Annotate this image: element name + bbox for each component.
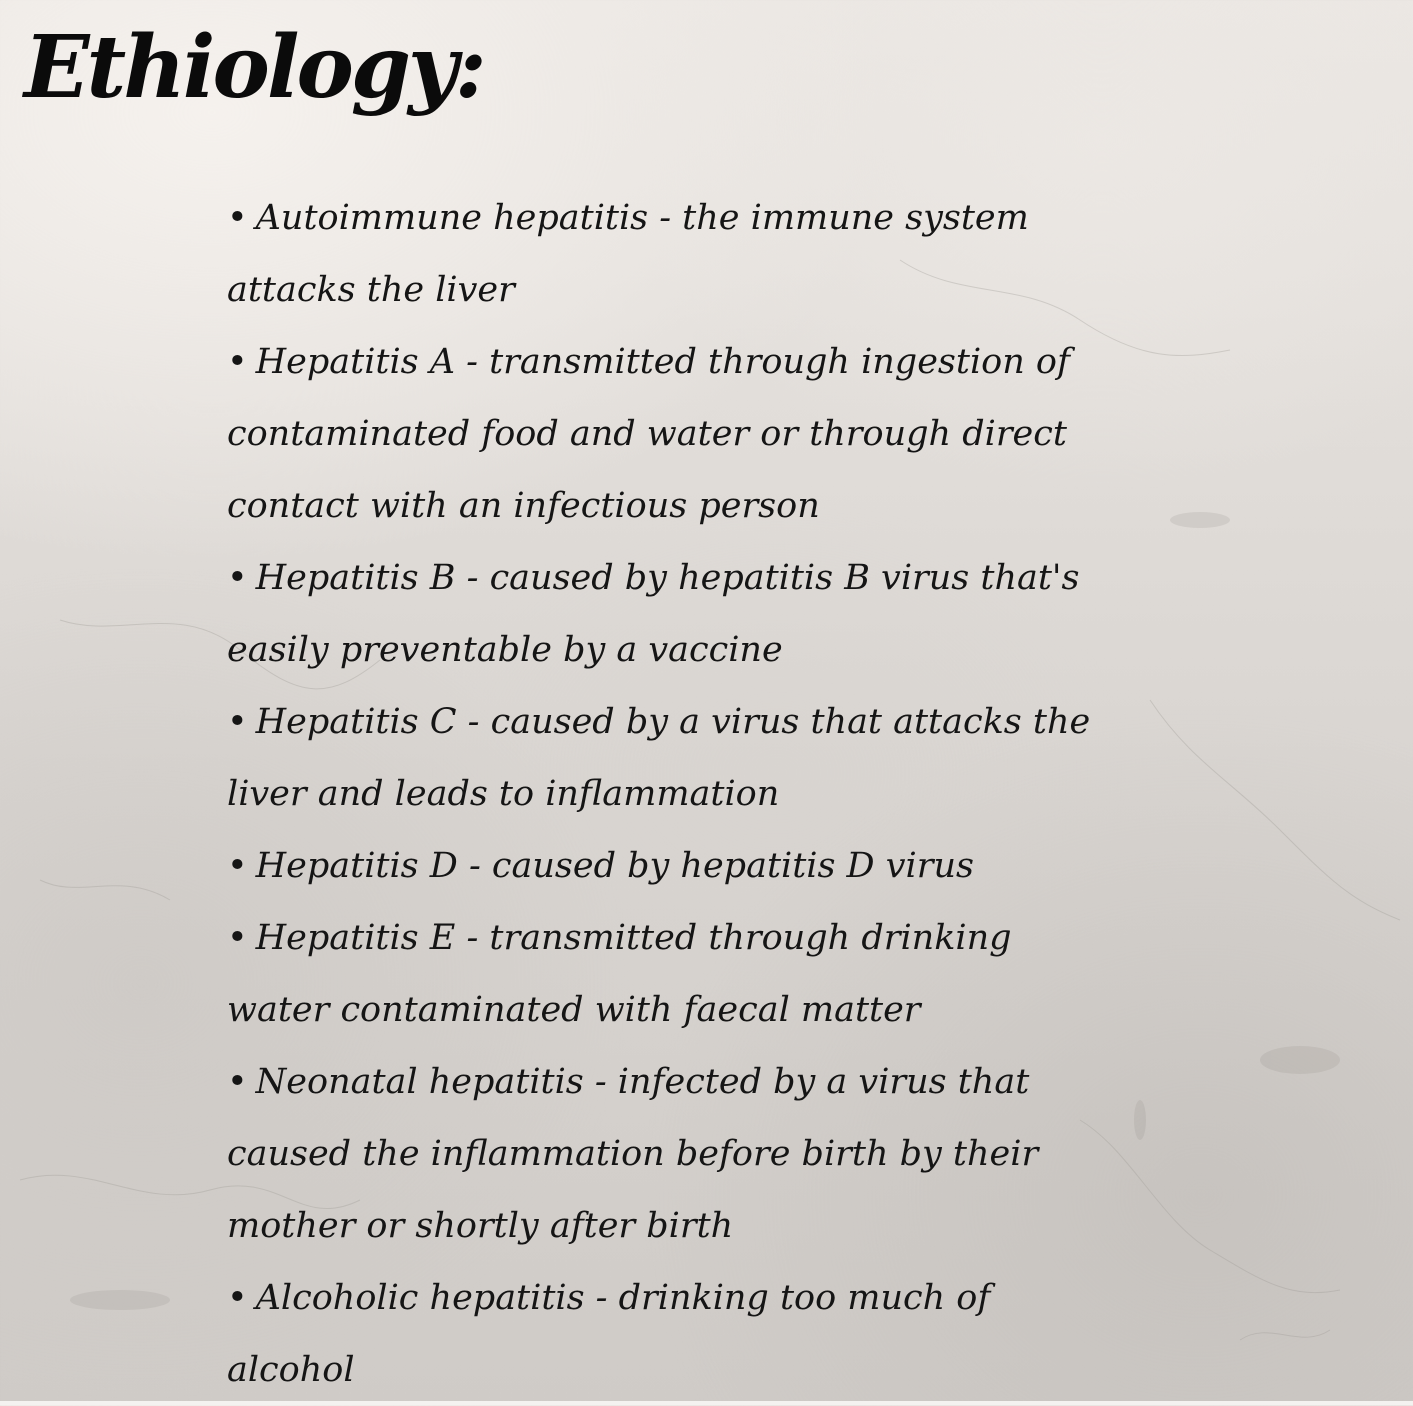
- etiology-list: [227, 182, 1107, 1406]
- bullet-icon: •: [227, 558, 248, 598]
- bullet-icon: •: [227, 1062, 248, 1102]
- list-item-text: Neonatal hepatitis - infected by a virus that caused the inflammation before birth by their mother or shortly after birth: [227, 1062, 1039, 1246]
- list-item-text: Hepatitis D - caused by hepatitis D virus: [255, 846, 974, 886]
- bullet-icon: •: [227, 702, 248, 742]
- bullet-icon: •: [227, 198, 248, 238]
- bottom-border: [0, 1401, 1413, 1405]
- list-item-text: Alcoholic hepatitis - drinking too much of alcohol: [227, 1278, 991, 1390]
- list-item: [227, 830, 1107, 902]
- list-item: [227, 326, 1107, 542]
- bullet-icon: •: [227, 342, 248, 382]
- list-item: [227, 182, 1107, 326]
- bullet-icon: •: [227, 846, 248, 886]
- list-item: [227, 1262, 1107, 1406]
- page-title: Ethiology:: [24, 17, 484, 118]
- bullet-icon: •: [227, 1278, 248, 1318]
- list-item-text: Hepatitis B - caused by hepatitis B virus that's easily preventable by a vaccine: [227, 558, 1080, 670]
- list-item-text: Hepatitis C - caused by a virus that attacks the liver and leads to inflammation: [227, 702, 1091, 814]
- list-item: [227, 902, 1107, 1046]
- list-item: [227, 542, 1107, 686]
- list-item-text: Autoimmune hepatitis - the immune system attacks the liver: [227, 198, 1029, 310]
- list-item-text: Hepatitis E - transmitted through drinking water contaminated with faecal matter: [227, 918, 1012, 1030]
- list-item: [227, 1046, 1107, 1262]
- bullet-icon: •: [227, 918, 248, 958]
- list-item: [227, 686, 1107, 830]
- list-item-text: Hepatitis A - transmitted through ingestion of contaminated food and water or through direct contact with an infectious person: [227, 342, 1070, 526]
